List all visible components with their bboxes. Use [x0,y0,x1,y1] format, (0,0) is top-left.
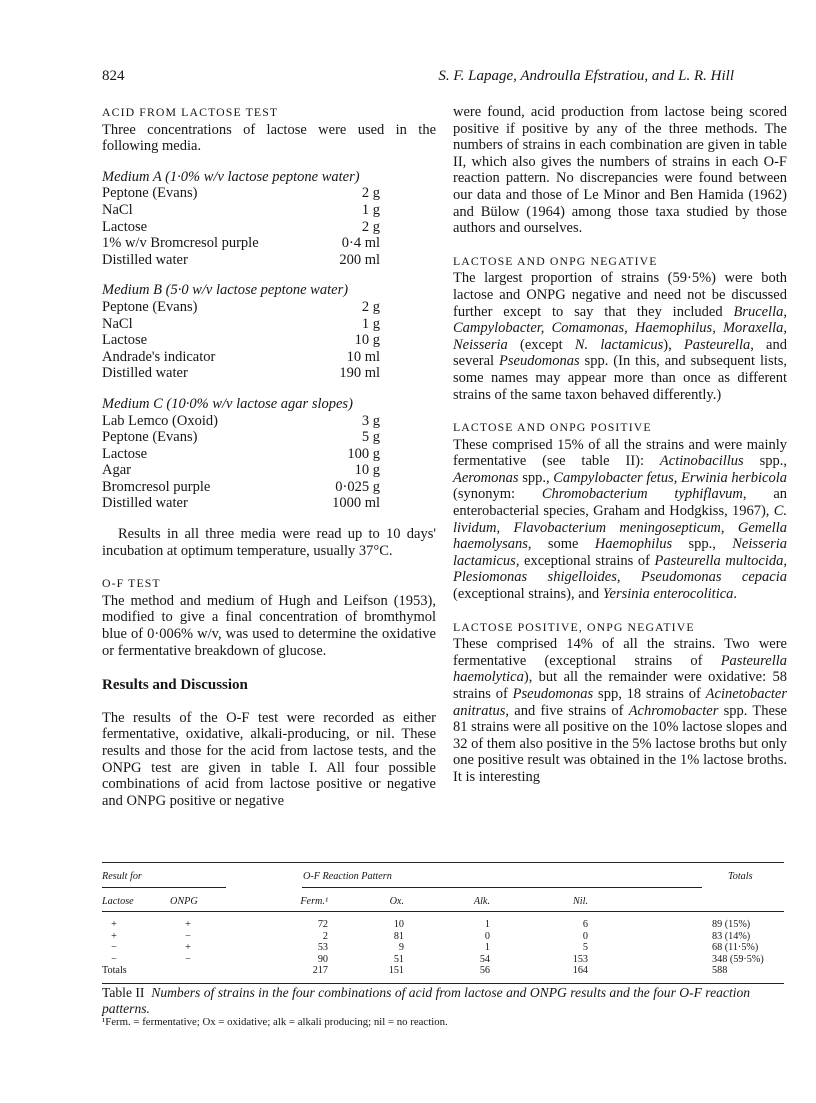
header-totals: Totals [728,871,753,882]
table-caption [102,985,784,1017]
ingredient-qty: 5 g [361,429,380,446]
cell-ox: 10 [393,919,404,930]
cell-lactose: + [111,919,117,930]
medium-c-list [102,413,436,513]
table-header-row-2 [102,896,784,908]
ingredient-name: 1% w/v Bromcresol purple [102,235,259,252]
text-run: (except [507,336,575,353]
lactose-positive-onpg-negative-paragraph [453,636,787,785]
header-of-reaction-pattern: O-F Reaction Pattern [303,871,392,882]
running-authors: S. F. Lapage, Androulla Efstratiou, and L. R. Hill [438,68,734,84]
cell-ox: 81 [393,930,404,942]
cell-onpg: + [185,919,191,930]
medium-a-list [102,185,436,268]
text-run: , exceptional strains of [515,552,655,569]
lactose-positive-onpg-negative-heading: LACTOSE POSITIVE, ONPG NEGATIVE [453,619,695,634]
genus-names: Pseudomonas [499,353,580,370]
text-run: These comprised 15% of all the strains and were mainly fermentative (see table II): [453,436,787,470]
medium-a-title: Medium A (1·0% w/v lactose peptone water) [102,168,360,185]
table-bottom-rule [102,983,784,984]
medium-b-title: Medium B (5·0 w/v lactose peptone water) [102,282,349,299]
table-footnote: ¹Ferm. = fermentative; Ox = oxidative; alk = alkali producing; nil = no reaction. [102,1016,448,1028]
cell-alk: 0 [484,930,490,942]
ingredient-qty: 3 g [361,412,380,429]
page-number: 824 [102,68,125,84]
ingredient-name: Distilled water [102,495,188,512]
text-run: spp. (In this, and subsequent lists, some names may appear more than once as different strains of the same taxon behaved differently.) [453,353,787,403]
cell-nil: 0 [582,930,588,942]
right-column [453,104,787,786]
medium-b-list [102,299,436,382]
left-column [102,104,436,809]
continuation-paragraph: were found, acid production from lactose being scored positive if positive by any of the three methods. The numbers of strains in each combination are given in table II, which also gives the numbers of strains in each O-F reaction pattern. No discrepancies were found between our data and those of Le Minor and Ben Hamida (1962) and Bülow (1964) among those taxa studied by those authors and ourselves. [453,104,787,237]
ingredient-name: Peptone (Evans) [102,185,198,202]
caption-label: Table II [102,985,145,1000]
table-row [102,919,784,931]
ingredient-qty: 190 ml [339,365,380,382]
table-top-rule [102,862,784,863]
text-run: , and several [453,336,787,370]
genus-names: Pasteurella multocida, Plesiomonas shigelloides, Pseudomonas cepacia [453,552,787,586]
running-header [102,68,734,90]
ingredient-qty: 100 g [347,445,380,462]
ingredient-name: Lactose [102,218,148,235]
cell-ferm: 2 [322,930,328,942]
caption-text: Numbers of strains in the four combinations of acid from lactose and ONPG results and the four O-F reaction patterns. [102,985,751,1016]
table-header-row-1 [102,871,784,883]
cell-lactose: − [111,953,117,965]
ingredient-qty: 1000 ml [332,495,380,512]
text-run: (exceptional strains), and [453,586,603,603]
ingredient-qty: 10 g [354,462,380,479]
text-run: spp., [672,536,733,553]
text-run: , some [527,536,595,553]
cell-lactose: − [111,942,117,953]
ingredient-name: Lactose [102,332,148,349]
text-run: ), [663,336,684,353]
header-ox: Ox. [389,895,404,907]
medium-c-title: Medium C (10·0% w/v lactose agar slopes) [102,395,353,412]
cell-ox: 51 [393,953,404,965]
genus-names: Neisseria lactamicus [453,536,787,569]
ingredient-name: Distilled water [102,251,188,268]
cell-onpg: + [185,942,191,953]
genus-names: Pseudomonas [512,686,594,702]
total-nil: 164 [572,965,588,976]
genus-names: Acinetobacter anitratus [453,686,787,719]
lactose-onpg-negative-heading: LACTOSE AND ONPG NEGATIVE [453,253,658,268]
total-alk: 56 [479,965,490,976]
cell-total: 83 (14%) [712,930,751,942]
lactose-onpg-positive-paragraph [453,437,787,603]
genus-names: N. lactamicus [574,336,664,353]
total-ox: 151 [388,965,404,976]
ingredient-name: Bromcresol purple [102,478,211,495]
genus-names: Pasteurella haemolytica [453,652,787,686]
totals-label: Totals [102,965,127,976]
lactose-onpg-negative-paragraph [453,270,787,403]
table-ii [102,862,784,984]
text-run: , an enterobacterial species, Graham and Hodgkiss, 1967), [453,486,788,520]
genus-names: Chromobacterium typhiflavum [541,486,743,503]
text-run: The largest proportion of strains (59·5%) were both lactose and ONPG negative and need not be discussed further except to say that they included [453,270,787,320]
ingredient-qty: 2 g [361,218,380,235]
table-row [102,931,784,943]
ingredient-qty: 200 ml [339,251,380,268]
cell-ferm: 53 [317,942,328,953]
genus-names: Haemophilus [594,536,673,553]
cell-alk: 54 [479,953,490,965]
ingredient-name: Andrade's indicator [102,348,216,365]
genus-names: Aeromonas [453,469,519,486]
ingredient-name: Peptone (Evans) [102,298,198,315]
cell-onpg: − [185,930,191,942]
table-row [102,954,784,966]
header-nil: Nil. [572,895,588,907]
header-ferm: Ferm.¹ [300,895,328,907]
text-run: spp., [518,469,554,486]
header-lactose: Lactose [102,895,134,907]
text-run: spp, 18 strains of [593,686,706,702]
grand-total: 588 [712,965,728,976]
text-run: ), but all the remainder were oxidative: 58 strains of [453,669,787,702]
table-totals-row [102,965,784,977]
cell-nil: 5 [582,942,588,953]
acid-intro: Three concentrations of lactose were used in the following media. [102,121,436,155]
cell-total: 68 (11·5%) [712,942,759,953]
cell-nil: 153 [572,953,588,965]
cell-ox: 9 [398,942,404,953]
of-test-heading: O-F TEST [102,576,161,591]
cell-onpg: − [185,953,191,965]
ingredient-qty: 1 g [361,315,380,332]
table-row [102,942,784,954]
cell-total: 348 (59·5%) [712,953,764,965]
results-paragraph: The results of the O-F test were recorded as either fermentative, oxidative, alkali-producing, or nil. These results and those for the acid from lactose tests, and the ONPG test are given in table I. All four possible combinations of acid from lactose positive or negative and ONPG positive or negative [102,709,436,809]
cell-alk: 1 [484,919,490,930]
header-result-for: Result for [102,871,142,882]
total-ferm: 217 [312,965,328,976]
text-run: spp., [743,453,787,470]
ingredient-name: Lactose [102,445,148,462]
cell-alk: 1 [484,942,490,953]
text-run: , and five strains of [505,702,629,719]
ingredient-qty: 1 g [361,201,380,218]
genus-names: Actinobacillus [659,453,744,470]
of-test-paragraph: The method and medium of Hugh and Leifson (1953), modified to give a final concentration of bromthymol blue of 0·006% w/v, was used to determine the oxidative or fermentative breakdown of glucose. [102,592,436,659]
genus-names: Campylobacter fetus, Erwinia herbicola [553,469,787,486]
cell-ferm: 72 [317,919,328,930]
ingredient-name: Peptone (Evans) [102,429,198,446]
cell-lactose: + [111,930,117,942]
genus-names: Achromobacter [628,702,719,719]
genus-names: Yersinia enterocolitica [602,586,734,603]
results-discussion-heading: Results and Discussion [102,677,248,694]
ingredient-name: Lab Lemco (Oxoid) [102,412,218,429]
results-read-paragraph: Results in all three media were read up to 10 days' incubation at optimum temperature, usually 37°C. [102,526,436,559]
ingredient-qty: 2 g [361,298,380,315]
text-run: spp. These 81 strains were all positive on the 10% lactose slopes and 32 of them also positive in the 5% lactose broths but only one positive result was obtained in the 1% lactose broths. It is interesting [453,702,787,785]
genus-names: Brucella, Campylobacter, Comamonas, Haemophilus, Moraxella, Neisseria [453,303,787,353]
cell-nil: 6 [582,919,588,930]
of-pattern-rule [302,887,702,888]
text-run: (synonym: [453,486,542,503]
ingredient-name: NaCl [102,201,133,218]
lactose-onpg-positive-heading: LACTOSE AND ONPG POSITIVE [453,420,652,435]
cell-ferm: 90 [317,953,328,965]
header-onpg: ONPG [170,895,198,907]
ingredient-qty: 10 ml [346,348,380,365]
result-for-rule [102,887,226,888]
ingredient-qty: 2 g [361,185,380,202]
ingredient-qty: 0·025 g [335,478,380,495]
text-run: These comprised 14% of all the strains. Two were fermentative (exceptional strains of [453,636,787,669]
text-run: . [733,586,738,603]
ingredient-name: NaCl [102,315,133,332]
ingredient-name: Distilled water [102,365,188,382]
genus-names: C. lividum, Flavobacterium meningosepticum, Gemella haemolysans [453,503,787,553]
header-bottom-rule [102,911,784,912]
ingredient-qty: 10 g [354,332,380,349]
ingredient-name: Agar [102,462,131,479]
acid-from-lactose-heading: ACID FROM LACTOSE TEST [102,105,279,119]
cell-total: 89 (15%) [712,919,751,930]
header-alk: Alk. [473,895,490,907]
ingredient-qty: 0·4 ml [341,235,380,252]
genus-names: Pasteurella [683,336,751,353]
